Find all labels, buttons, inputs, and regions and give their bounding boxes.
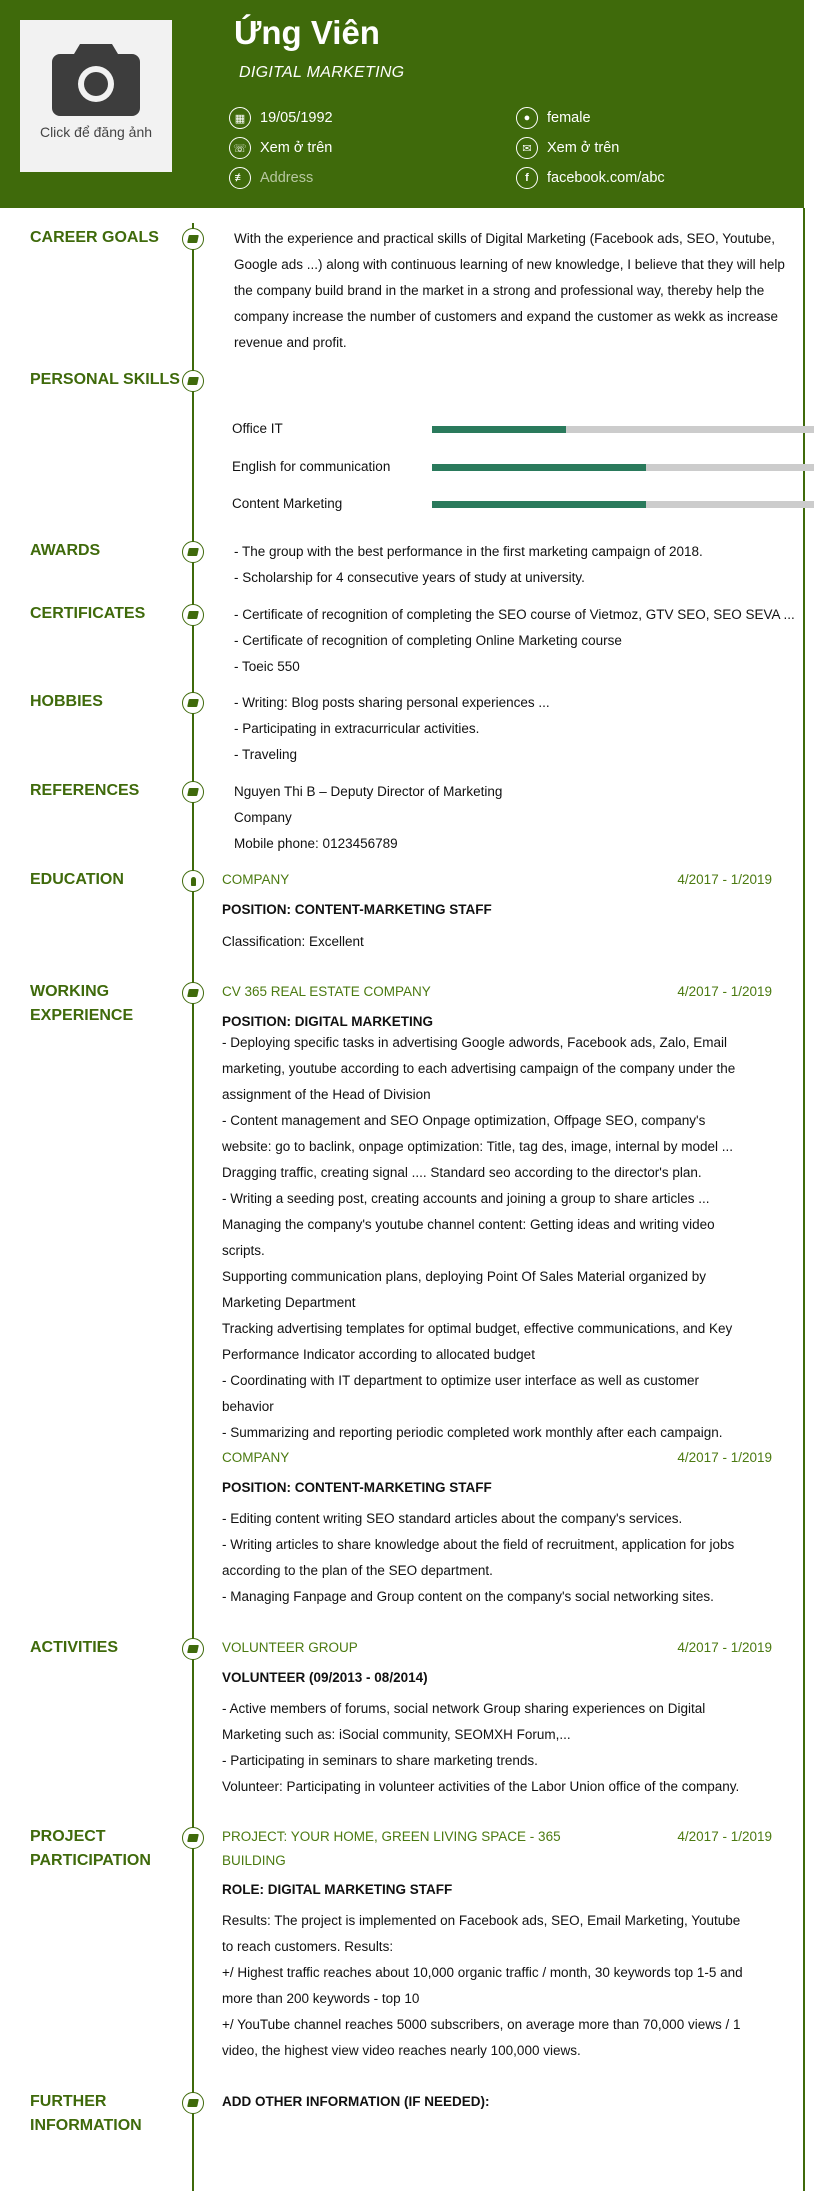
job-org[interactable]: COMPANY (222, 1450, 290, 1465)
text-line: - Editing content writing SEO standard articles about the company's services. (222, 1511, 683, 1526)
text-line: - Traveling (234, 747, 298, 762)
text-line: - Active members of forums, social network Group sharing experiences on Digital (222, 1701, 706, 1716)
facebook-icon: f (516, 167, 538, 189)
skill-bar-track (432, 426, 814, 433)
person-icon: ● (516, 107, 538, 129)
gender-value: female (547, 110, 591, 126)
text-line: to reach customers. Results: (222, 1939, 394, 1954)
references-text[interactable] (234, 779, 814, 857)
project-description[interactable] (222, 1908, 802, 2064)
job-date[interactable]: 4/2017 - 1/2019 (677, 984, 772, 999)
text-line: Supporting communication plans, deploying Point Of Sales Material organized by (222, 1269, 707, 1284)
text-line: +/ Highest traffic reaches about 10,000 organic traffic / month, 30 keywords top 1-5 and (222, 1965, 743, 1980)
text-line: according to the plan of the SEO department. (222, 1563, 493, 1578)
email-row[interactable] (516, 137, 619, 159)
further-text[interactable]: ADD OTHER INFORMATION (IF NEEDED): (222, 2094, 490, 2109)
job-org[interactable]: CV 365 REAL ESTATE COMPANY (222, 984, 431, 999)
text-line: Volunteer: Participating in volunteer activities of the Labor Union office of the company. (222, 1779, 740, 1794)
text-line: - Writing a seeding post, creating accounts and joining a group to share articles ... (222, 1191, 710, 1206)
text-line: video, the highest view video reaches nearly 100,000 views. (222, 2043, 581, 2058)
activity-description[interactable] (222, 1696, 802, 1800)
address-icon: ≢ (229, 167, 251, 189)
text-line: - Summarizing and reporting periodic completed work monthly after each campaign. (222, 1425, 723, 1440)
skill-name: Office IT (232, 421, 283, 436)
text-line: - Deploying specific tasks in advertising Google adwords, Facebook ads, Zalo, Email (222, 1035, 727, 1050)
text-line: behavior (222, 1399, 274, 1414)
text-line: Nguyen Thi B – Deputy Director of Marketing (234, 784, 503, 799)
text-line: more than 200 keywords - top 10 (222, 1991, 420, 2006)
reference-icon (182, 781, 204, 803)
text-line: marketing, youtube according to each advertising campaign of the company under the (222, 1061, 736, 1076)
text-line: - Certificate of recognition of completing the SEO course of Vietmoz, GTV SEO, SEO SEVA ... (234, 607, 795, 622)
education-date[interactable]: 4/2017 - 1/2019 (677, 872, 772, 887)
text-line: - Coordinating with IT department to optimize user interface as well as customer (222, 1373, 699, 1388)
text-line: company increase the number of customers and expand the customer as wekk as increase (234, 309, 779, 324)
text-line: With the experience and practical skills of Digital Marketing (Facebook ads, SEO, Youtube, (234, 231, 776, 246)
text-line: Mobile phone: 0123456789 (234, 836, 398, 851)
candidate-title[interactable]: DIGITAL MARKETING (239, 64, 405, 81)
working-title: WORKING EXPERIENCE (30, 983, 134, 1024)
job-date[interactable]: 4/2017 - 1/2019 (677, 1450, 772, 1465)
hobbies-text[interactable] (234, 690, 814, 768)
job-position[interactable]: POSITION: DIGITAL MARKETING (222, 1014, 433, 1029)
skill-row[interactable] (232, 455, 814, 479)
skill-row[interactable] (232, 492, 814, 516)
text-line: scripts. (222, 1243, 265, 1258)
phone-value: Xem ở trên (260, 140, 333, 156)
activity-position[interactable]: VOLUNTEER (09/2013 - 08/2014) (222, 1670, 428, 1685)
email-icon: ✉ (516, 137, 538, 159)
skill-bar-fill (432, 426, 566, 433)
education-position[interactable]: POSITION: CONTENT-MARKETING STAFF (222, 902, 492, 917)
certificate-icon (182, 604, 204, 626)
text-line: - Managing Fanpage and Group content on the company's social networking sites. (222, 1589, 714, 1604)
text-line: Marketing such as: iSocial community, SEOMXH Forum,... (222, 1727, 571, 1742)
address-row[interactable] (229, 167, 313, 189)
text-line: website: go to baclink, onpage optimization: Title, tag des, image, internal by model ... (222, 1139, 734, 1154)
text-line: - Certificate of recognition of completing Online Marketing course (234, 633, 622, 648)
camera-icon (50, 40, 142, 120)
facebook-value: facebook.com/abc (547, 170, 665, 186)
project-role[interactable]: ROLE: DIGITAL MARKETING STAFF (222, 1882, 453, 1897)
job-position[interactable]: POSITION: CONTENT-MARKETING STAFF (222, 1480, 492, 1495)
text-line: Performance Indicator according to allocated budget (222, 1347, 535, 1362)
text-line: BUILDING (222, 1853, 286, 1868)
award-icon (182, 541, 204, 563)
timeline-line (192, 223, 194, 2191)
career-goals-title: CAREER GOALS (30, 229, 159, 246)
text-line: assignment of the Head of Division (222, 1087, 431, 1102)
candidate-name[interactable]: Ứng Viên (234, 14, 380, 51)
project-date[interactable]: 4/2017 - 1/2019 (677, 1829, 772, 1844)
address-value: Address (260, 170, 314, 186)
career-goals-text[interactable] (234, 226, 814, 356)
text-line: +/ YouTube channel reaches 5000 subscribers, on average more than 70,000 views / 1 (222, 2017, 741, 2032)
text-line: - Scholarship for 4 consecutive years of study at university. (234, 570, 585, 585)
skill-name: English for communication (232, 459, 391, 474)
text-line: Google ads ...) along with continuous learning of new knowledge, I believe that they will help (234, 257, 785, 272)
skill-bar-track (432, 501, 814, 508)
skills-title: PERSONAL SKILLS (30, 371, 180, 388)
text-line: - Toeic 550 (234, 659, 300, 674)
references-title: REFERENCES (30, 782, 140, 799)
skill-row[interactable] (232, 417, 814, 441)
birthday-row[interactable] (229, 107, 333, 129)
skill-name: Content Marketing (232, 496, 343, 511)
text-line: Company (234, 810, 292, 825)
awards-text[interactable] (234, 539, 814, 591)
cv-header (0, 0, 804, 208)
avatar-label: Click để đăng ảnh (39, 124, 153, 140)
project-org[interactable] (222, 1825, 561, 1873)
education-org[interactable]: COMPANY (222, 872, 290, 887)
email-value: Xem ở trên (547, 140, 620, 156)
text-line: Managing the company's youtube channel content: Getting ideas and writing video (222, 1217, 715, 1232)
activity-date[interactable]: 4/2017 - 1/2019 (677, 1640, 772, 1655)
text-line: revenue and profit. (234, 335, 347, 350)
gender-row[interactable] (516, 107, 591, 129)
awards-title: AWARDS (30, 542, 101, 559)
phone-icon: ☏ (229, 137, 251, 159)
education-title: EDUCATION (30, 871, 124, 888)
info-icon (182, 2092, 204, 2114)
project-title: PROJECT PARTICIPATION (30, 1828, 151, 1869)
briefcase-icon (182, 982, 204, 1004)
text-line: Results: The project is implemented on Facebook ads, SEO, Email Marketing, Youtube (222, 1913, 741, 1928)
lightbulb-icon (182, 870, 204, 892)
hobby-icon (182, 692, 204, 714)
briefcase-icon (182, 370, 204, 392)
job-description[interactable] (222, 1506, 802, 1610)
text-line: - The group with the best performance in the first marketing campaign of 2018. (234, 544, 703, 559)
text-line: PROJECT: YOUR HOME, GREEN LIVING SPACE - 365 (222, 1829, 561, 1844)
text-line: Marketing Department (222, 1295, 356, 1310)
book-icon (182, 228, 204, 250)
text-line: - Content management and SEO Onpage optimization, Offpage SEO, company's (222, 1113, 706, 1128)
text-line: - Writing articles to share knowledge about the field of recruitment, application for jobs (222, 1537, 735, 1552)
phone-row[interactable] (229, 137, 332, 159)
certificates-text[interactable] (234, 602, 814, 680)
further-title: FURTHER INFORMATION (30, 2093, 142, 2134)
activities-title: ACTIVITIES (30, 1639, 119, 1656)
certificates-title: CERTIFICATES (30, 605, 146, 622)
job-description[interactable] (222, 1030, 802, 1446)
hobbies-title: HOBBIES (30, 693, 103, 710)
skill-bar-fill (432, 501, 646, 508)
cake-icon: ▦ (229, 107, 251, 129)
text-line: - Writing: Blog posts sharing personal experiences ... (234, 695, 550, 710)
activity-icon (182, 1638, 204, 1660)
avatar-upload[interactable] (20, 20, 172, 172)
birthday-value: 19/05/1992 (260, 110, 333, 126)
text-line: the company build brand in the market in a strong and professional way, thereby help the (234, 283, 765, 298)
facebook-row[interactable] (516, 167, 665, 189)
education-text[interactable] (222, 929, 782, 955)
skill-bar-fill (432, 464, 646, 471)
text-line: - Participating in extracurricular activities. (234, 721, 480, 736)
text-line: Classification: Excellent (222, 934, 364, 949)
activity-org[interactable]: VOLUNTEER GROUP (222, 1640, 358, 1655)
people-icon (182, 1827, 204, 1849)
text-line: Tracking advertising templates for optimal budget, effective communications, and Key (222, 1321, 733, 1336)
text-line: Dragging traffic, creating signal .... Standard seo according to the director's plan. (222, 1165, 702, 1180)
text-line: - Participating in seminars to share marketing trends. (222, 1753, 538, 1768)
skill-bar-track (432, 464, 814, 471)
